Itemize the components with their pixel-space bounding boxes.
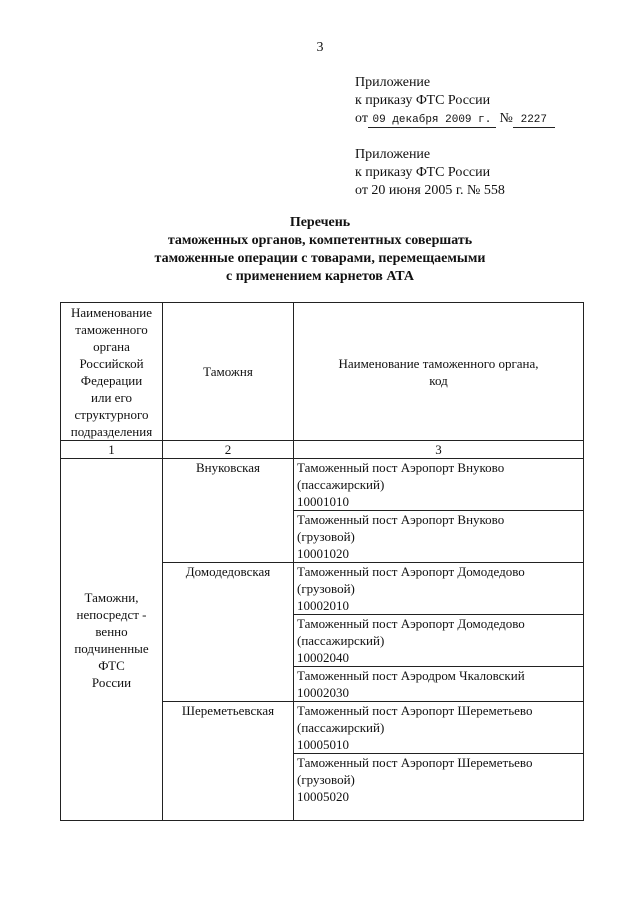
- header-col1-line: органа: [93, 338, 130, 354]
- column-number-row: [61, 441, 584, 459]
- group-label-cell: [61, 459, 163, 821]
- document-title: [0, 214, 640, 286]
- post-name: Таможенный пост Аэропорт Домодедово: [297, 564, 525, 579]
- post-cell: [294, 667, 584, 702]
- appendix-original-line2: к приказу ФТС России: [355, 165, 491, 180]
- appendix-original: [355, 146, 505, 200]
- post-code: 10001020: [297, 546, 349, 561]
- group-label-line: Таможни,: [84, 589, 139, 605]
- header-col2: Таможня: [163, 303, 294, 441]
- header-col3-line: код: [429, 372, 448, 388]
- column-number: 3: [294, 441, 584, 459]
- header-col3-line: Наименование таможенного органа,: [338, 355, 539, 371]
- post-cell: [294, 563, 584, 615]
- header-col1-line: Российской: [79, 355, 144, 371]
- customs-name-cell: Домодедовская: [163, 563, 294, 702]
- appendix-current-date: 09 декабря 2009 г.: [368, 113, 496, 128]
- post-name: Таможенный пост Аэропорт Внуково: [297, 512, 505, 527]
- column-number: 1: [61, 441, 163, 459]
- table-row: [61, 459, 584, 511]
- header-col1-line: или его: [91, 389, 132, 405]
- customs-name-cell: Шереметьевская: [163, 702, 294, 821]
- appendix-current: [355, 74, 555, 128]
- post-type: (грузовой): [297, 529, 355, 544]
- post-type: (пассажирский): [297, 633, 385, 648]
- post-code: 10002030: [297, 685, 349, 700]
- post-type: (пассажирский): [297, 477, 385, 492]
- customs-table: [60, 302, 584, 821]
- post-type: (пассажирский): [297, 720, 385, 735]
- header-col1: [61, 303, 163, 441]
- post-cell: [294, 702, 584, 754]
- post-cell: [294, 511, 584, 563]
- header-col1-line: Наименование: [71, 304, 152, 320]
- post-name: Таможенный пост Аэродром Чкаловский: [297, 668, 525, 683]
- appendix-current-line3: [355, 110, 555, 128]
- post-code: 10002040: [297, 650, 349, 665]
- title-line4: с применением карнетов АТА: [225, 269, 414, 284]
- title-line3: таможенные операции с товарами, перемещаемыми: [154, 251, 486, 266]
- header-col3: [294, 303, 584, 441]
- group-label-line: непосредст -: [76, 606, 147, 622]
- appendix-current-line2: к приказу ФТС России: [355, 93, 491, 108]
- post-code: 10002010: [297, 598, 349, 613]
- appendix-original-line3: от 20 июня 2005 г. № 558: [355, 183, 505, 198]
- post-cell: [294, 459, 584, 511]
- post-name: Таможенный пост Аэропорт Внуково: [297, 460, 505, 475]
- post-type: (грузовой): [297, 581, 355, 596]
- appendix-current-number-label: №: [499, 111, 513, 126]
- title-line2: таможенных органов, компетентных совершать: [167, 233, 473, 248]
- header-col1-line: подразделения: [70, 423, 153, 439]
- appendix-original-line1: Приложение: [355, 147, 431, 162]
- post-name: Таможенный пост Аэропорт Шереметьево: [297, 703, 533, 718]
- title-line1: Перечень: [289, 215, 351, 230]
- header-row: [61, 303, 584, 441]
- group-label-line: ФТС: [98, 657, 125, 673]
- customs-name-cell: Внуковская: [163, 459, 294, 563]
- post-code: 10001010: [297, 494, 349, 509]
- post-name: Таможенный пост Аэропорт Домодедово: [297, 616, 525, 631]
- group-label-line: венно: [95, 623, 128, 639]
- appendix-current-prefix: от: [355, 111, 368, 126]
- group-label-line: подчиненные: [74, 640, 149, 656]
- post-cell: [294, 754, 584, 821]
- post-cell: [294, 615, 584, 667]
- column-number: 2: [163, 441, 294, 459]
- appendix-current-line1: Приложение: [355, 75, 431, 90]
- appendix-current-number: 2227: [513, 113, 555, 128]
- header-col1-line: Федерации: [80, 372, 143, 388]
- page-number: 3: [316, 40, 324, 55]
- post-type: (грузовой): [297, 772, 355, 787]
- post-code: 10005020: [297, 789, 349, 804]
- group-label-line: России: [91, 674, 132, 690]
- header-col1-line: структурного: [74, 406, 149, 422]
- header-col1-line: таможенного: [75, 321, 148, 337]
- post-name: Таможенный пост Аэропорт Шереметьево: [297, 755, 533, 770]
- post-code: 10005010: [297, 737, 349, 752]
